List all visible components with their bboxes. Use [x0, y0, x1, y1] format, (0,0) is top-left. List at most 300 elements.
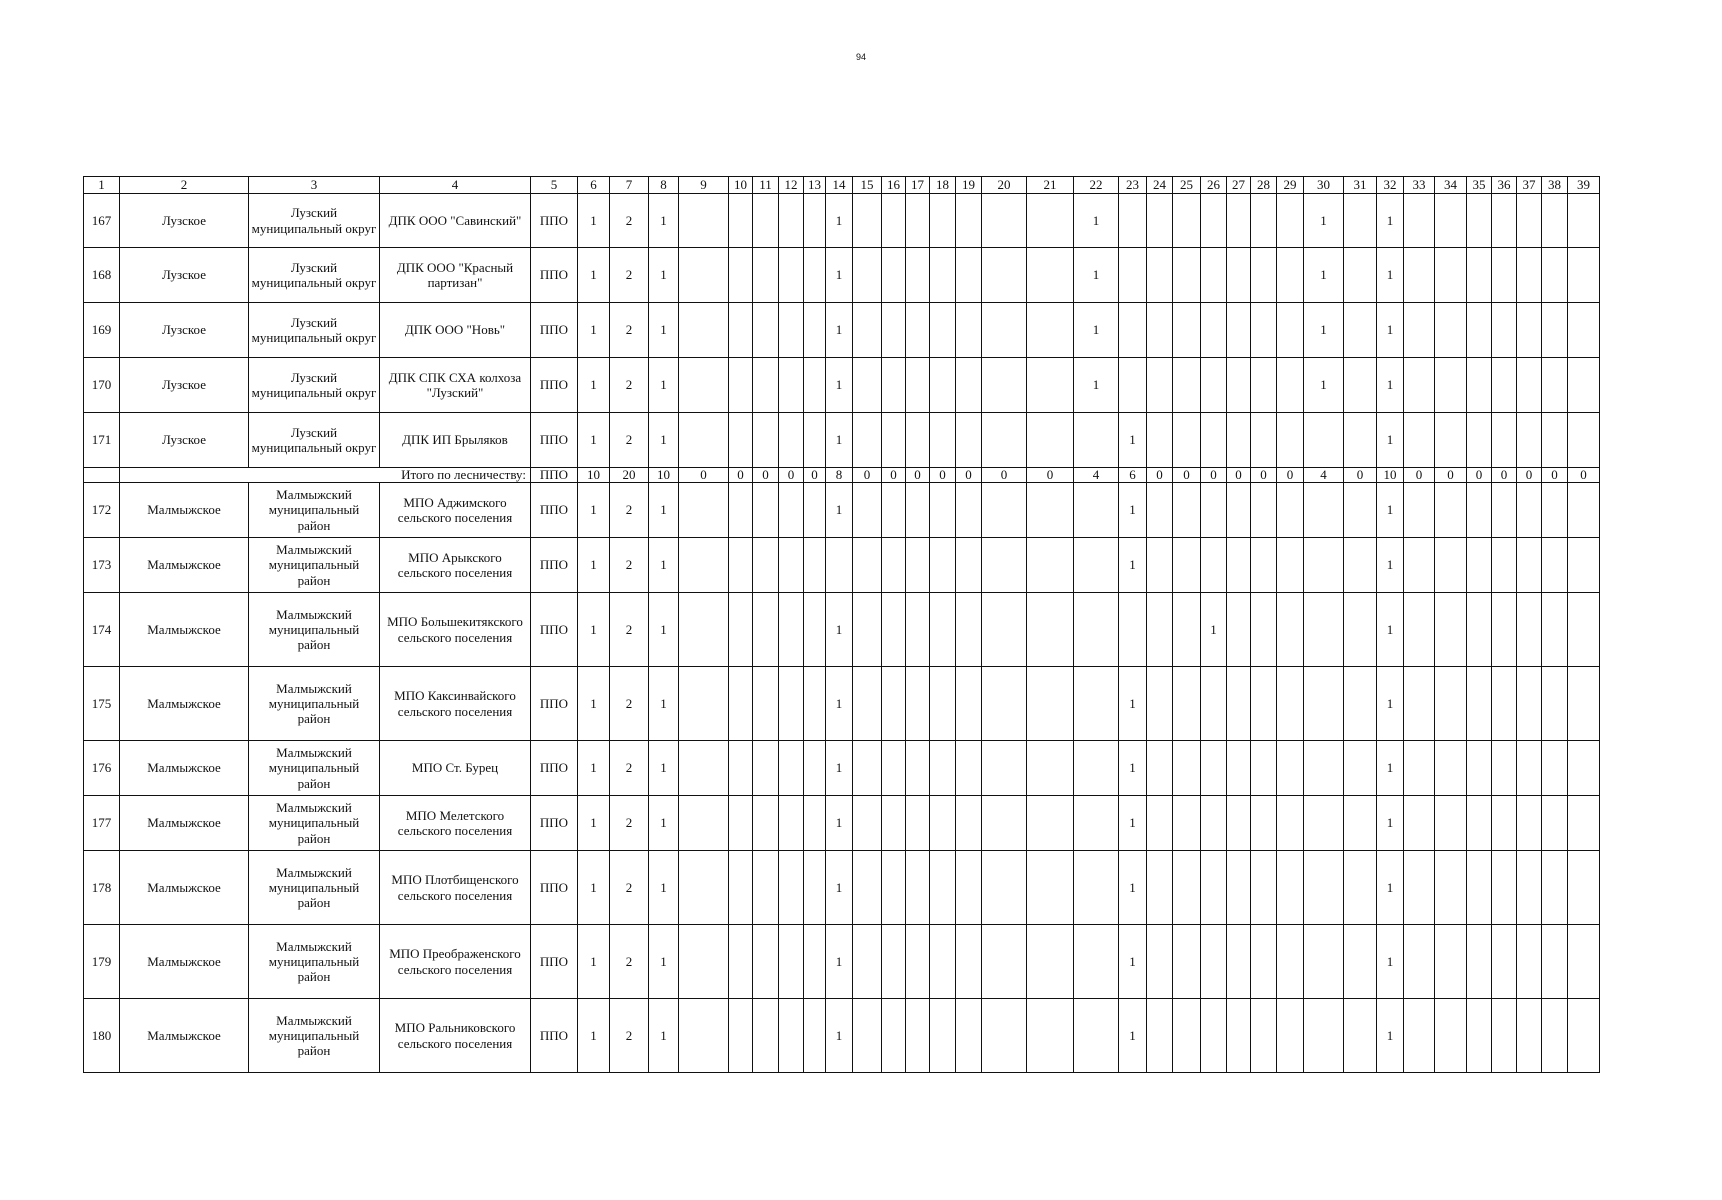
value-cell	[1517, 303, 1542, 358]
value-cell	[1173, 303, 1201, 358]
value-cell	[1277, 413, 1304, 468]
value-cell	[1173, 999, 1201, 1073]
value-cell	[1147, 303, 1173, 358]
value-cell	[1344, 796, 1377, 851]
value-cell	[1074, 851, 1119, 925]
value-cell	[1201, 851, 1227, 925]
column-number: 31	[1344, 177, 1377, 194]
value-cell	[1492, 925, 1517, 999]
value-cell: 1	[649, 248, 679, 303]
column-number: 3	[249, 177, 380, 194]
value-cell	[753, 248, 779, 303]
row-number: 178	[84, 851, 120, 925]
value-cell	[679, 796, 729, 851]
value-cell	[1492, 999, 1517, 1073]
value-cell	[882, 538, 906, 593]
value-cell	[882, 999, 906, 1073]
column-number: 16	[882, 177, 906, 194]
value-cell	[804, 194, 826, 248]
value-cell	[1542, 538, 1568, 593]
value-cell	[982, 667, 1027, 741]
district-name: Малмыжский муниципальный район	[249, 999, 380, 1073]
value-cell	[1435, 413, 1467, 468]
value-cell	[1147, 483, 1173, 538]
value-cell	[1227, 248, 1251, 303]
value-cell: 1	[826, 303, 853, 358]
value-cell	[1404, 358, 1435, 413]
total-label: Итого по лесничеству:	[120, 468, 531, 483]
total-value: 0	[1542, 468, 1568, 483]
value-cell: 1	[826, 248, 853, 303]
column-number: 28	[1251, 177, 1277, 194]
total-value: 0	[1227, 468, 1251, 483]
value-cell	[779, 851, 804, 925]
column-number: 27	[1227, 177, 1251, 194]
value-cell	[1201, 483, 1227, 538]
district-name: Малмыжский муниципальный район	[249, 796, 380, 851]
value-cell	[956, 413, 982, 468]
value-cell	[882, 741, 906, 796]
table-row	[84, 796, 1600, 851]
value-cell	[1517, 413, 1542, 468]
total-value: 0	[804, 468, 826, 483]
value-cell	[779, 593, 804, 667]
total-value: 10	[649, 468, 679, 483]
forestry-name: Лузское	[120, 248, 249, 303]
value-cell	[1492, 593, 1517, 667]
forestry-name: Малмыжское	[120, 925, 249, 999]
unit-type: ППО	[531, 999, 578, 1073]
value-cell	[853, 593, 882, 667]
organization-name: МПО Большекитякского сельского поселения	[380, 593, 531, 667]
value-cell	[1542, 999, 1568, 1073]
row-number: 172	[84, 483, 120, 538]
value-cell	[982, 851, 1027, 925]
value-cell	[982, 303, 1027, 358]
value-cell	[1173, 925, 1201, 999]
column-number: 1	[84, 177, 120, 194]
table-row	[84, 303, 1600, 358]
value-cell	[729, 358, 753, 413]
value-cell: 1	[826, 851, 853, 925]
unit-type: ППО	[531, 593, 578, 667]
value-cell	[1404, 413, 1435, 468]
value-cell	[930, 483, 956, 538]
value-cell: 1	[826, 925, 853, 999]
value-cell	[1147, 796, 1173, 851]
value-cell	[1467, 483, 1492, 538]
total-value: 0	[1201, 468, 1227, 483]
value-cell	[1201, 358, 1227, 413]
forestry-name: Малмыжское	[120, 999, 249, 1073]
value-cell	[906, 248, 930, 303]
value-cell	[1027, 796, 1074, 851]
value-cell	[1435, 925, 1467, 999]
value-cell	[729, 593, 753, 667]
row-number: 180	[84, 999, 120, 1073]
value-cell: 1	[578, 303, 610, 358]
value-cell	[1304, 538, 1344, 593]
value-cell: 1	[826, 999, 853, 1073]
value-cell: 1	[1377, 248, 1404, 303]
value-cell	[1568, 303, 1600, 358]
value-cell	[1304, 925, 1344, 999]
value-cell	[882, 851, 906, 925]
page-number: 94	[855, 52, 866, 62]
organization-name: ДПК ООО "Красный партизан"	[380, 248, 531, 303]
value-cell	[1027, 303, 1074, 358]
column-number: 33	[1404, 177, 1435, 194]
value-cell	[1568, 194, 1600, 248]
value-cell	[1435, 538, 1467, 593]
value-cell	[1542, 741, 1568, 796]
value-cell: 1	[649, 925, 679, 999]
value-cell	[1467, 667, 1492, 741]
value-cell	[956, 796, 982, 851]
forestry-name: Лузское	[120, 413, 249, 468]
value-cell	[906, 925, 930, 999]
total-value: 0	[1251, 468, 1277, 483]
value-cell	[1344, 538, 1377, 593]
value-cell	[1201, 667, 1227, 741]
value-cell	[729, 248, 753, 303]
value-cell	[1173, 741, 1201, 796]
column-number: 24	[1147, 177, 1173, 194]
value-cell	[1492, 851, 1517, 925]
value-cell	[1404, 667, 1435, 741]
value-cell: 1	[1377, 999, 1404, 1073]
value-cell	[1251, 483, 1277, 538]
value-cell	[1467, 851, 1492, 925]
value-cell: 1	[1377, 851, 1404, 925]
value-cell	[1492, 413, 1517, 468]
value-cell	[804, 593, 826, 667]
value-cell	[1119, 303, 1147, 358]
district-name: Малмыжский муниципальный район	[249, 851, 380, 925]
column-number: 13	[804, 177, 826, 194]
value-cell	[1251, 741, 1277, 796]
value-cell: 1	[578, 925, 610, 999]
row-number: 170	[84, 358, 120, 413]
value-cell	[1027, 925, 1074, 999]
value-cell	[1201, 303, 1227, 358]
value-cell	[1344, 303, 1377, 358]
value-cell: 1	[649, 741, 679, 796]
value-cell	[1147, 413, 1173, 468]
value-cell	[853, 741, 882, 796]
value-cell	[679, 593, 729, 667]
value-cell	[982, 925, 1027, 999]
value-cell	[1304, 593, 1344, 667]
value-cell	[1517, 538, 1542, 593]
value-cell	[779, 194, 804, 248]
value-cell	[930, 667, 956, 741]
value-cell	[753, 358, 779, 413]
value-cell: 1	[649, 194, 679, 248]
value-cell: 1	[1119, 796, 1147, 851]
value-cell: 1	[1119, 538, 1147, 593]
value-cell	[956, 667, 982, 741]
value-cell	[1467, 538, 1492, 593]
value-cell: 1	[1119, 925, 1147, 999]
value-cell	[779, 796, 804, 851]
organization-name: ДПК ООО "Новь"	[380, 303, 531, 358]
value-cell	[1173, 851, 1201, 925]
value-cell	[982, 538, 1027, 593]
value-cell	[1074, 999, 1119, 1073]
value-cell	[1251, 248, 1277, 303]
value-cell	[853, 248, 882, 303]
value-cell	[1074, 741, 1119, 796]
value-cell	[753, 538, 779, 593]
value-cell	[1304, 999, 1344, 1073]
value-cell	[1467, 303, 1492, 358]
value-cell	[1435, 741, 1467, 796]
total-value: 0	[679, 468, 729, 483]
value-cell	[1344, 851, 1377, 925]
value-cell	[1027, 538, 1074, 593]
value-cell	[882, 413, 906, 468]
value-cell	[906, 999, 930, 1073]
value-cell	[1227, 538, 1251, 593]
total-value: 0	[753, 468, 779, 483]
value-cell	[1201, 796, 1227, 851]
value-cell	[853, 925, 882, 999]
value-cell	[1517, 593, 1542, 667]
value-cell	[1027, 667, 1074, 741]
column-number: 26	[1201, 177, 1227, 194]
forestry-name: Малмыжское	[120, 851, 249, 925]
value-cell	[1542, 925, 1568, 999]
value-cell	[1119, 194, 1147, 248]
value-cell	[729, 851, 753, 925]
value-cell	[1201, 248, 1227, 303]
value-cell	[1251, 538, 1277, 593]
value-cell	[1147, 999, 1173, 1073]
value-cell	[1201, 538, 1227, 593]
column-number: 10	[729, 177, 753, 194]
value-cell	[1119, 593, 1147, 667]
value-cell	[1119, 248, 1147, 303]
value-cell	[1568, 925, 1600, 999]
value-cell	[1542, 194, 1568, 248]
unit-type: ППО	[531, 358, 578, 413]
column-number: 17	[906, 177, 930, 194]
value-cell: 1	[826, 593, 853, 667]
value-cell	[753, 667, 779, 741]
column-number: 6	[578, 177, 610, 194]
value-cell	[804, 667, 826, 741]
value-cell	[679, 194, 729, 248]
value-cell: 1	[578, 741, 610, 796]
value-cell	[1227, 194, 1251, 248]
value-cell: 2	[610, 358, 649, 413]
value-cell	[1492, 303, 1517, 358]
value-cell	[882, 925, 906, 999]
value-cell	[729, 303, 753, 358]
value-cell: 2	[610, 796, 649, 851]
total-value: 6	[1119, 468, 1147, 483]
value-cell	[729, 483, 753, 538]
value-cell	[882, 194, 906, 248]
value-cell	[853, 851, 882, 925]
value-cell	[1304, 851, 1344, 925]
value-cell	[930, 303, 956, 358]
total-value: 20	[610, 468, 649, 483]
column-number: 35	[1467, 177, 1492, 194]
table-row	[84, 194, 1600, 248]
organization-name: МПО Мелетского сельского поселения	[380, 796, 531, 851]
column-number: 37	[1517, 177, 1542, 194]
value-cell	[1517, 667, 1542, 741]
value-cell	[679, 538, 729, 593]
value-cell	[1147, 538, 1173, 593]
value-cell: 1	[578, 667, 610, 741]
total-value: 0	[956, 468, 982, 483]
value-cell: 1	[1304, 303, 1344, 358]
value-cell: 1	[1119, 667, 1147, 741]
district-name: Малмыжский муниципальный район	[249, 538, 380, 593]
value-cell	[753, 194, 779, 248]
total-value: 10	[578, 468, 610, 483]
value-cell	[804, 741, 826, 796]
value-cell	[1467, 796, 1492, 851]
value-cell	[1277, 925, 1304, 999]
district-name: Лузский муниципальный округ	[249, 413, 380, 468]
value-cell	[930, 593, 956, 667]
value-cell: 1	[578, 248, 610, 303]
value-cell: 1	[578, 194, 610, 248]
value-cell	[1201, 413, 1227, 468]
organization-name: МПО Ст. Бурец	[380, 741, 531, 796]
value-cell: 1	[826, 741, 853, 796]
value-cell	[906, 538, 930, 593]
value-cell	[779, 538, 804, 593]
value-cell	[753, 851, 779, 925]
value-cell	[1492, 194, 1517, 248]
value-cell	[906, 593, 930, 667]
column-number: 2	[120, 177, 249, 194]
value-cell	[1492, 796, 1517, 851]
value-cell	[1277, 741, 1304, 796]
organization-name: МПО Плотбищенского сельского поселения	[380, 851, 531, 925]
total-value: 4	[1304, 468, 1344, 483]
value-cell: 1	[578, 999, 610, 1073]
forestry-name: Малмыжское	[120, 796, 249, 851]
value-cell: 1	[649, 593, 679, 667]
total-value: 0	[1404, 468, 1435, 483]
value-cell: 1	[1074, 248, 1119, 303]
value-cell	[1173, 194, 1201, 248]
value-cell	[679, 999, 729, 1073]
value-cell	[1027, 999, 1074, 1073]
total-value: 0	[1173, 468, 1201, 483]
value-cell	[1147, 358, 1173, 413]
value-cell	[1435, 483, 1467, 538]
table-row	[84, 999, 1600, 1073]
value-cell	[930, 796, 956, 851]
value-cell: 1	[1201, 593, 1227, 667]
value-cell	[1277, 667, 1304, 741]
value-cell	[1227, 999, 1251, 1073]
organization-name: ДПК ООО "Савинский"	[380, 194, 531, 248]
value-cell	[1227, 925, 1251, 999]
total-value: 0	[1277, 468, 1304, 483]
value-cell	[1467, 413, 1492, 468]
value-cell	[1027, 851, 1074, 925]
unit-type: ППО	[531, 538, 578, 593]
table-row	[84, 248, 1600, 303]
value-cell	[1147, 741, 1173, 796]
value-cell	[1344, 483, 1377, 538]
value-cell	[956, 851, 982, 925]
value-cell: 1	[649, 413, 679, 468]
value-cell	[753, 796, 779, 851]
total-value: 0	[1027, 468, 1074, 483]
value-cell	[1277, 303, 1304, 358]
unit-type: ППО	[531, 413, 578, 468]
value-cell	[1404, 593, 1435, 667]
value-cell: 1	[1119, 851, 1147, 925]
value-cell	[1074, 483, 1119, 538]
total-value: 0	[729, 468, 753, 483]
column-number: 7	[610, 177, 649, 194]
value-cell	[956, 248, 982, 303]
unit-type: ППО	[531, 248, 578, 303]
column-number: 15	[853, 177, 882, 194]
row-number: 174	[84, 593, 120, 667]
value-cell	[1467, 741, 1492, 796]
value-cell	[1542, 303, 1568, 358]
district-name: Лузский муниципальный округ	[249, 194, 380, 248]
value-cell	[779, 925, 804, 999]
value-cell	[853, 358, 882, 413]
value-cell	[1277, 194, 1304, 248]
table-row	[84, 851, 1600, 925]
value-cell	[982, 358, 1027, 413]
value-cell	[1568, 851, 1600, 925]
value-cell: 1	[1074, 358, 1119, 413]
column-number: 30	[1304, 177, 1344, 194]
value-cell	[906, 741, 930, 796]
unit-type: ППО	[531, 194, 578, 248]
value-cell	[1227, 413, 1251, 468]
value-cell: 1	[578, 538, 610, 593]
value-cell: 1	[649, 358, 679, 413]
unit-type: ППО	[531, 851, 578, 925]
value-cell: 1	[1304, 248, 1344, 303]
column-number: 18	[930, 177, 956, 194]
value-cell	[1404, 925, 1435, 999]
value-cell	[1404, 194, 1435, 248]
value-cell	[1568, 413, 1600, 468]
organization-name: МПО Аджимского сельского поселения	[380, 483, 531, 538]
value-cell	[1027, 593, 1074, 667]
value-cell	[1568, 741, 1600, 796]
value-cell	[1027, 358, 1074, 413]
value-cell: 1	[1377, 667, 1404, 741]
value-cell	[1404, 851, 1435, 925]
value-cell	[1277, 851, 1304, 925]
value-cell	[1251, 851, 1277, 925]
value-cell	[1277, 796, 1304, 851]
value-cell	[1404, 248, 1435, 303]
value-cell	[1344, 248, 1377, 303]
value-cell	[679, 413, 729, 468]
column-number: 11	[753, 177, 779, 194]
value-cell	[1173, 358, 1201, 413]
value-cell	[1201, 194, 1227, 248]
